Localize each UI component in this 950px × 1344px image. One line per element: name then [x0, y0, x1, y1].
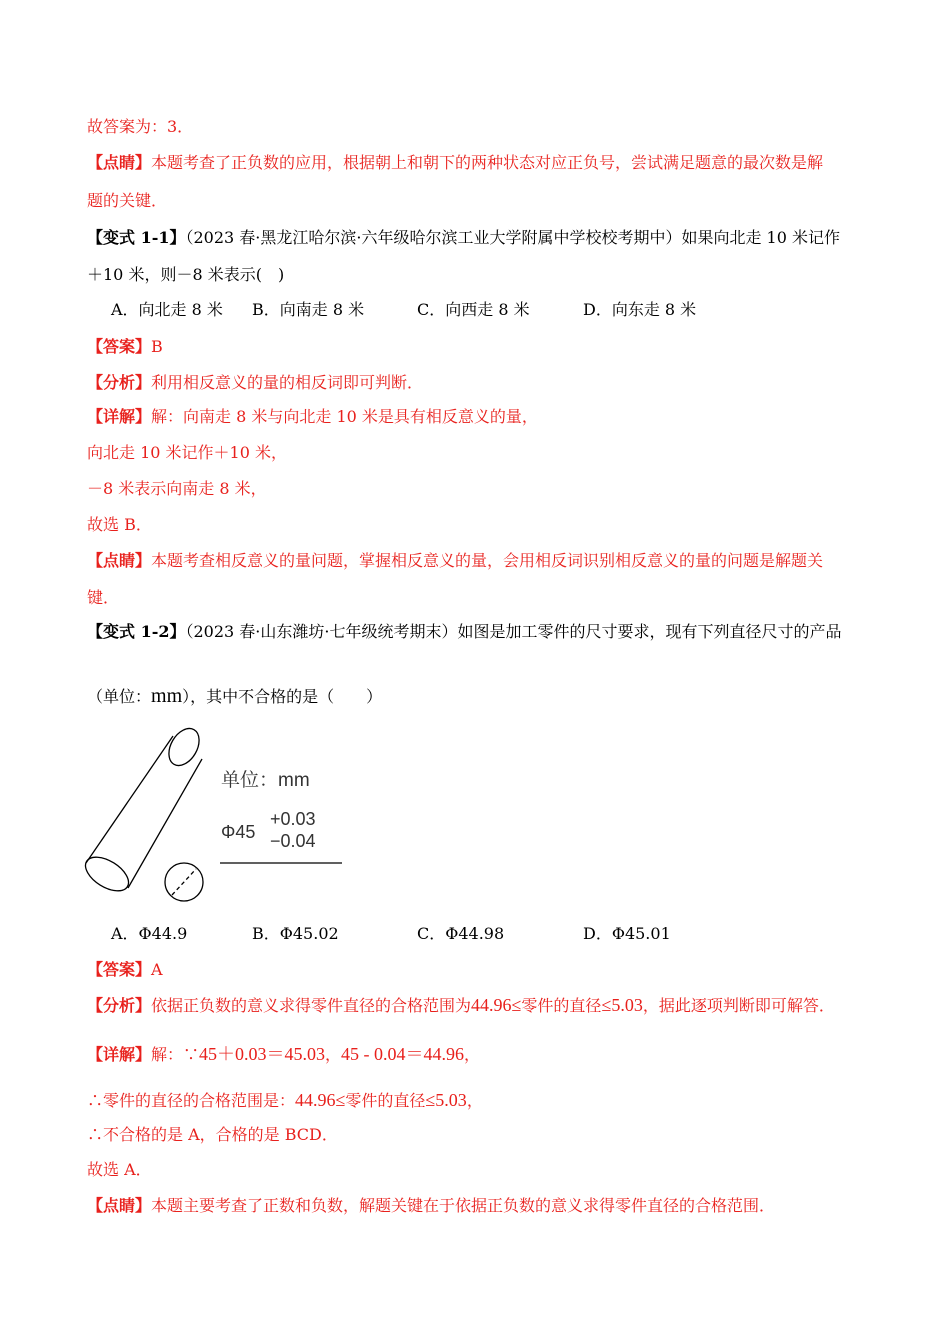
- figure-unit-label: 单位：mm: [221, 770, 310, 791]
- dianjing-tag: 【点睛】: [87, 153, 152, 172]
- q2-stem: 【变式 1-2】（2023 春·山东潍坊·七年级统考期末）如图是加工零件的尺寸要求，现有下列直径尺寸的产品: [87, 622, 842, 641]
- q2-option-a: A．Φ44.9: [111, 924, 188, 943]
- q2-detail: 【详解】解：∵45＋0.03＝45.03，45 - 0.04＝44.96，: [87, 1044, 481, 1064]
- q1-option-b: B．向南走 8 米: [252, 300, 365, 319]
- previous-answer: 故答案为：3．: [87, 117, 194, 136]
- q2-therefore-1: ∴零件的直径的合格范围是：44.96≤零件的直径≤5.03，: [87, 1090, 483, 1110]
- q1-stem-cont: ＋10 米，则－8 米表示( ): [87, 265, 285, 284]
- q2-therefore-2: ∴不合格的是 A，合格的是 BCD．: [87, 1125, 338, 1144]
- q2-option-c: C．Φ44.98: [417, 924, 505, 943]
- q2-analysis: 【分析】依据正负数的意义求得零件直径的合格范围为44.96≤零件的直径≤5.03，据此逐项判断即可解答．: [87, 995, 835, 1015]
- figure-lower-deviation: −0.04: [270, 831, 316, 851]
- q1-dianjing-cont: 键．: [87, 588, 120, 607]
- figure-upper-deviation: +0.03: [270, 809, 316, 829]
- q2-stem-cont: （单位：mm），其中不合格的是（ ）: [87, 685, 383, 707]
- q1-option-c: C．向西走 8 米: [417, 300, 530, 319]
- q1-detail: 【详解】解：向南走 8 米与向北走 10 米是具有相反意义的量，: [87, 407, 538, 426]
- q1-detail-2: 向北走 10 米记作＋10 米，: [87, 443, 287, 462]
- figure-nominal: Φ45: [221, 822, 256, 842]
- q1-analysis: 【分析】利用相反意义的量的相反词即可判断．: [87, 373, 424, 392]
- q2-option-b: B．Φ45.02: [252, 924, 339, 943]
- part-figure: [80, 725, 360, 905]
- q1-detail-3: －8 米表示向南走 8 米，: [87, 479, 267, 498]
- previous-dianjing-cont: 题的关键．: [87, 191, 168, 210]
- q2-unit: mm: [151, 685, 183, 707]
- q2-option-d: D．Φ45.01: [583, 924, 671, 943]
- q1-dianjing: 【点睛】本题考查相反意义的量问题，掌握相反意义的量，会用相反词识别相反意义的量的问题是解题关: [87, 551, 824, 570]
- q1-answer: 【答案】B: [87, 337, 163, 356]
- q1-tag: 【变式 1-1】: [87, 228, 186, 247]
- diameter-dashed-line: [172, 869, 196, 895]
- q2-tag: 【变式 1-2】: [87, 622, 186, 641]
- q2-answer: 【答案】A: [87, 960, 163, 979]
- q2-dianjing: 【点睛】本题主要考查了正数和负数，解题关键在于依据正负数的意义求得零件直径的合格范围．: [87, 1196, 776, 1215]
- q1-option-a: A．向北走 8 米: [111, 300, 223, 319]
- q1-stem: 【变式 1-1】（2023 春·黑龙江哈尔滨·六年级哈尔滨工业大学附属中学校校考期中）如果向北走 10 米记作: [87, 228, 840, 247]
- q1-option-d: D．向东走 8 米: [583, 300, 697, 319]
- q2-choose: 故选 A．: [87, 1160, 152, 1179]
- previous-dianjing: 【点睛】本题考查了正负数的应用，根据朝上和朝下的两种状态对应正负号，尝试满足题意的最次数是解: [87, 153, 824, 172]
- cylinder-bottom-end: [80, 850, 134, 897]
- cylinder-left-side: [86, 736, 173, 863]
- cylinder-drawing: [80, 725, 205, 901]
- q1-detail-4: 故选 B．: [87, 515, 152, 534]
- cylinder-right-side: [128, 759, 202, 888]
